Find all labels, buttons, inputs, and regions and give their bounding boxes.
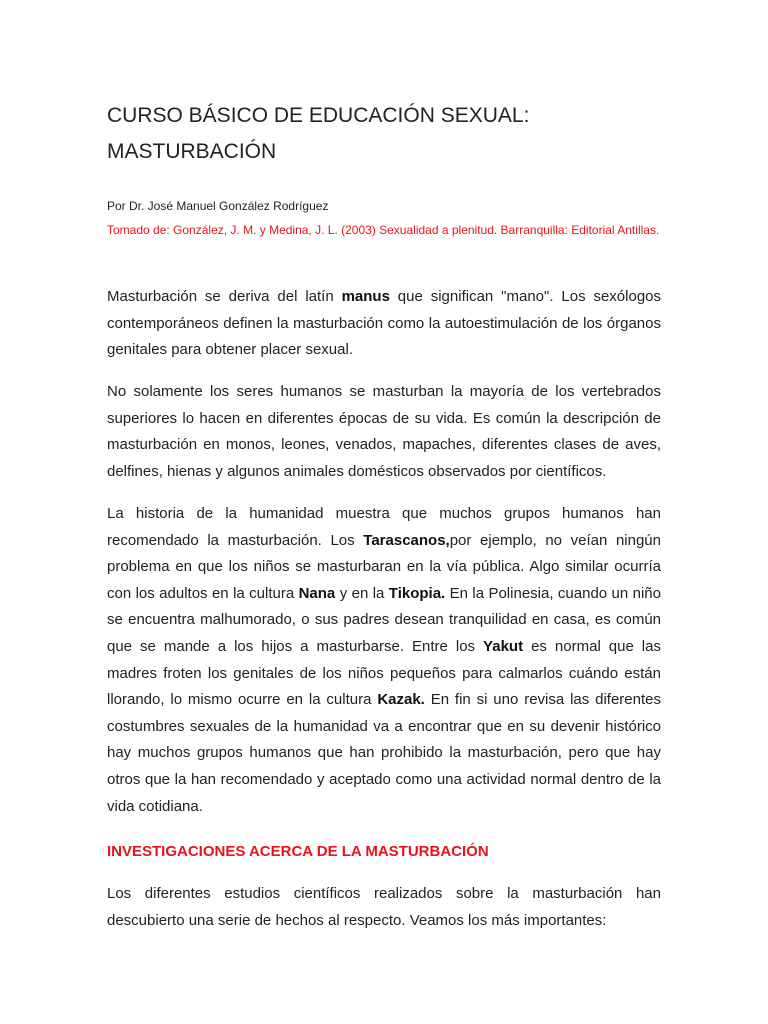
document-title — [107, 98, 667, 170]
paragraph-etymology — [107, 284, 661, 364]
title-line-2: MASTURBACIÓN — [107, 140, 277, 163]
author-byline: Por Dr. José Manuel González Rodríguez — [107, 199, 329, 213]
paragraph-animals: No solamente los seres humanos se masturban la mayoría de los vertebrados superiores lo hacen en diferentes épocas de su vida. Es común la descripción de masturbación en monos, leones, venados, mapaches, diferentes clases de aves, delfines, hienas y algunos animales domésticos observados por científicos. — [107, 383, 661, 480]
bold-term-tikopia: Tikopia. — [388, 584, 446, 602]
text-run: Masturbación se deriva del latín — [107, 288, 342, 305]
bold-term-tarascanos: Tarascanos, — [363, 531, 450, 549]
bold-term-yakut: Yakut — [483, 637, 524, 655]
text-run: por ejemplo, no veían ningún problema en que los niños se masturbaran en la vía pública. Algo similar ocurría con los adultos en la cultura — [107, 531, 661, 602]
bold-term-kazak: Kazak. — [377, 691, 425, 709]
paragraph-studies: Los diferentes estudios científicos realizados sobre la masturbación han descubierto una serie de hechos al respecto. Veamos los más importantes: — [107, 885, 661, 929]
paragraph-history — [107, 501, 661, 820]
text-run: En fin si uno revisa las diferentes costumbres sexuales de la humanidad va a encontrar que en su devenir histórico hay muchos grupos humanos que han prohibido la masturbación, pero que hay otros que la han recomendado y aceptado como una actividad normal dentro de la vida cotidiana. — [107, 691, 661, 815]
text-run: que significan "mano". Los sexólogos contemporáneos definen la masturbación como la autoestimulación de los órganos genitales para obtener placer sexual. — [107, 288, 661, 359]
source-citation: Tomado de: González, J. M. y Medina, J. L. (2003) Sexualidad a plenitud. Barranquilla: Editorial Antillas. — [107, 223, 660, 237]
bold-term-manus: manus — [341, 288, 390, 305]
section-heading-research: INVESTIGACIONES ACERCA DE LA MASTURBACIÓN — [107, 843, 489, 860]
text-run: y en la — [335, 584, 389, 602]
text-run: En la Polinesia, cuando un niño se encuentra malhumorado, o sus padres desean tranquilidad en casa, es común que se mande a los hijos a masturbarse. Entre los — [107, 584, 661, 655]
text-run: La historia de la humanidad muestra que muchos grupos humanos han recomendado la masturbación. Los — [107, 505, 661, 549]
bold-term-nana: Nana — [298, 584, 336, 602]
title-line-1: CURSO BÁSICO DE EDUCACIÓN SEXUAL: — [107, 104, 530, 127]
text-run: es normal que las madres froten los genitales de los niños pequeños para calmarlos cuándo están llorando, lo mismo ocurre en la cultura — [107, 637, 661, 709]
